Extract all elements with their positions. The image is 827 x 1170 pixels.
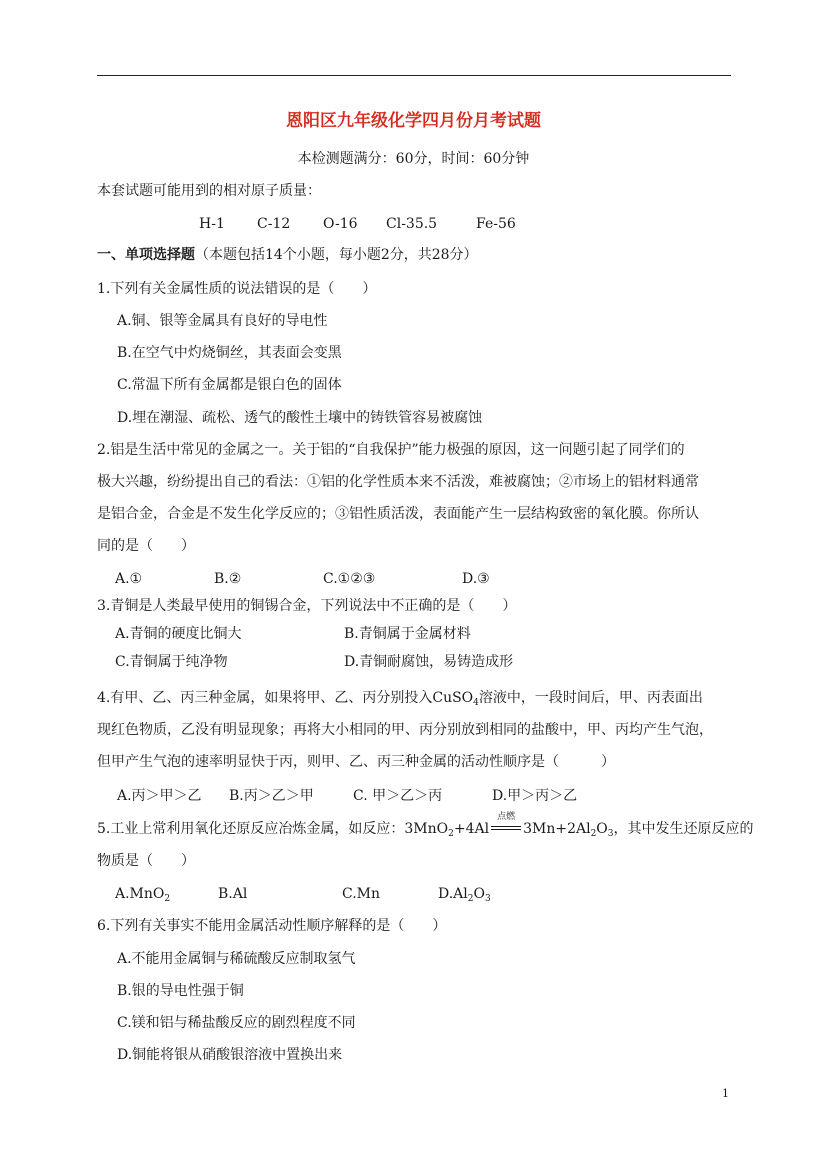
section-title: 一、单项选择题 [97,247,195,263]
q1-option-d: D.埋在潮湿、疏松、透气的酸性土壤中的铸铁管容易被腐蚀 [117,410,483,426]
atomic-mass-item: Fe-56 [476,216,516,232]
q2-option-d: D.③ [462,571,490,587]
question-1-stem: 1.下列有关金属性质的说法错误的是（ ） [97,281,377,297]
q4-option-a: A.丙＞甲＞乙 [117,788,202,804]
q5-text: 5.工业上常利用氧化还原反应冶炼金属，如反应： [97,821,405,837]
q3-option-a: A.青铜的硬度比铜大 [115,626,242,642]
q2-option-c: C.①②③ [323,571,376,587]
atomic-mass-item: C-12 [257,216,291,232]
condition-label: 点燃 [497,812,516,822]
q4-text: 溶液中，一段时间后，甲、丙表面出 [478,690,703,706]
section-heading [97,246,478,264]
header-rule [97,75,731,76]
q4-option-d: D.甲＞丙＞乙 [492,788,578,804]
page-title: 恩阳区九年级化学四月份月考试题 [286,111,541,131]
q5-option-a: A.MnO$_2$ [115,886,171,904]
q4-text: 4.有甲、乙、丙三种金属，如果将甲、乙、丙分别投入 [97,690,433,706]
q1-option-c: C.常温下所有金属都是银白色的固体 [117,377,342,393]
atomic-mass-intro: 本套试题可能用到的相对原子质量： [97,183,321,199]
q6-option-c: C.镁和铝与稀盐酸反应的剧烈程度不同 [117,1015,356,1031]
q4-option-c: C. 甲＞乙＞丙 [353,788,443,804]
q5-text: ，其中发生还原反应的 [613,821,754,837]
question-4-line-3: 但甲产生气泡的速率明显快于丙，则甲、乙、丙三种金属的活动性顺序是（ ） [97,754,615,770]
question-5-line-1 [97,812,754,839]
q5-option-text: D.Al [438,886,468,902]
reaction-equation: 3MnO$_2$+4Al 点燃 $3Mn+2Al_2O_3$ [404,812,614,839]
question-4-line-2: 现红色物质，乙没有明显现象；再将大小相同的甲、丙分别放到相同的盐酸中，甲、丙均产生气泡， [97,722,713,738]
reaction-condition [489,812,523,835]
atomic-mass-item: O-16 [323,216,358,232]
q4-option-b: B.丙＞乙＞甲 [229,788,314,804]
q3-option-b: B.青铜属于金属材料 [344,626,471,642]
q3-option-c: C.青铜属于纯净物 [115,654,228,670]
question-6-stem: 6.下列有关事实不能用金属活动性顺序解释的是（ ） [97,918,447,934]
question-2-line: 是铝合金，合金是不发生化学反应的；③铝性质活泼，表面能产生一层结构致密的氧化膜。你所认 [97,506,699,522]
q5-option-b: B.Al [218,886,248,902]
question-2-line: 同的是（ ） [97,538,195,554]
atomic-mass-item: H-1 [199,216,225,232]
atomic-mass-item: Cl-35.5 [386,216,438,232]
question-2-line: 极大兴趣，纷纷提出自己的看法：①铝的化学性质本来不活泼，难被腐蚀；②市场上的铝材料通常 [97,474,699,490]
question-2-line: 2.铝是生活中常见的金属之一。关于铝的“自我保护”能力极强的原因，这一问题引起了同学们的 [97,442,685,458]
q5-option-text: A.MnO [115,886,165,902]
question-5-line-2: 物质是（ ） [97,853,195,869]
q1-option-b: B.在空气中灼烧铜丝，其表面会变黑 [117,345,342,361]
q5-option-d: $D.Al_2O_3$ [438,886,491,904]
q6-option-a: A.不能用金属铜与稀硫酸反应制取氢气 [117,951,356,967]
q2-option-b: B.② [214,571,242,587]
question-3-stem: 3.青铜是人类最早使用的铜锡合金，下列说法中不正确的是（ ） [97,598,517,614]
question-4-line-1 [97,689,703,707]
q1-option-a: A.铜、银等金属具有良好的导电性 [117,313,328,329]
section-note: （本题包括14个小题，每小题2分，共28分） [195,247,478,263]
q6-option-d: D.铜能将银从硝酸银溶液中置换出来 [117,1047,343,1063]
q3-option-d: D.青铜耐腐蚀，易铸造成形 [344,654,514,670]
exam-info: 本检测题满分：60分，时间：60分钟 [297,151,530,167]
q2-option-a: A.① [115,571,143,587]
q6-option-b: B.银的导电性强于铜 [117,983,244,999]
formula-cuso4: CuSO$_4$ [432,690,479,708]
q5-option-c: C.Mn [342,886,381,902]
page-number: 1 [722,1087,729,1100]
